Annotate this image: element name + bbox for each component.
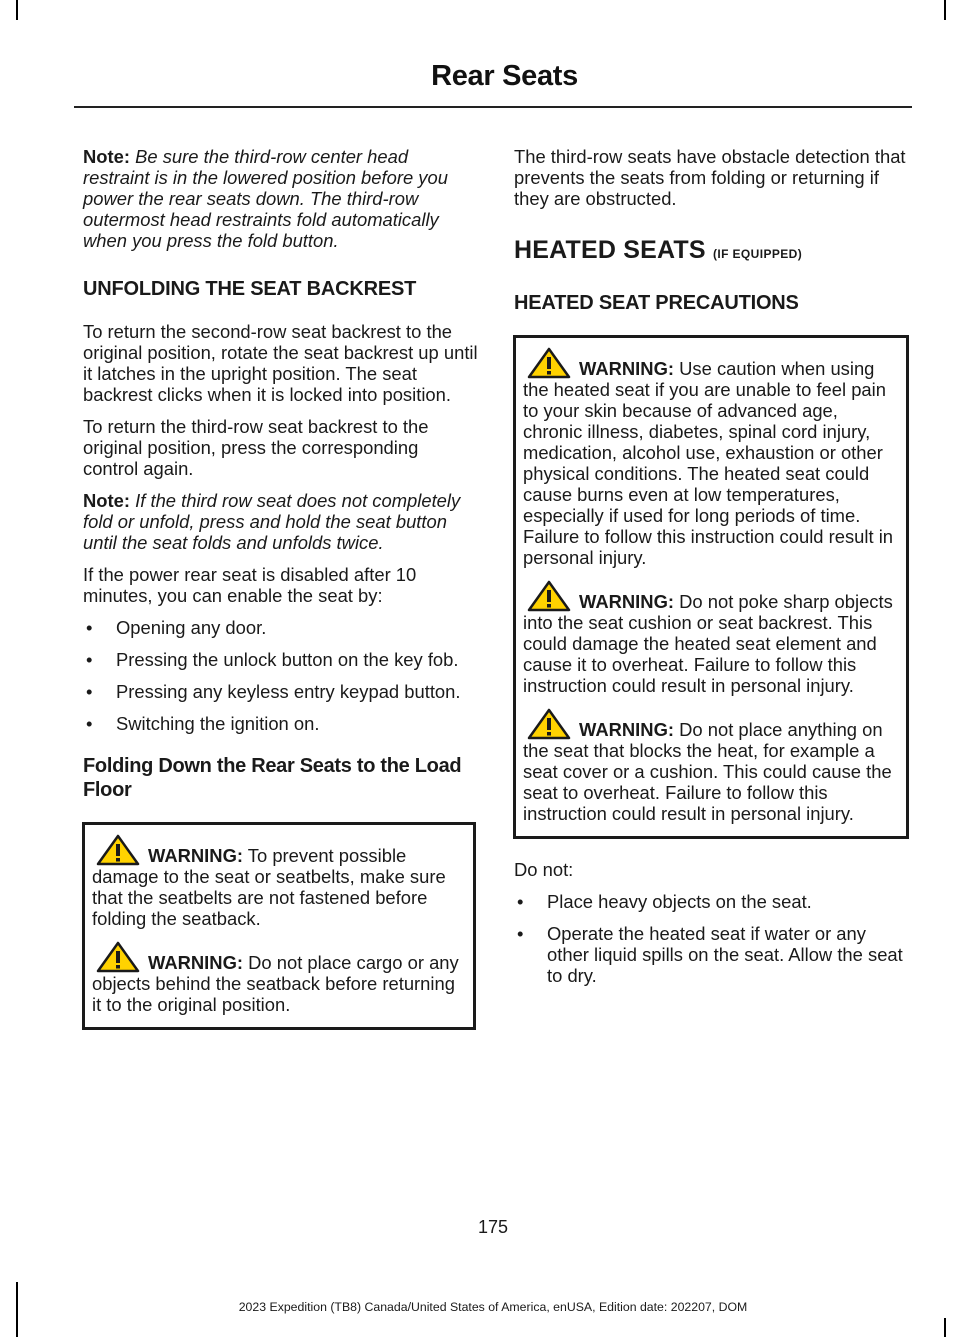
crop-mark-top-left <box>16 0 18 20</box>
warning-label: WARNING: <box>579 719 675 740</box>
warning-item <box>523 580 899 696</box>
list-item <box>514 923 909 986</box>
warning-box <box>513 335 909 839</box>
bullet-dot: • <box>517 891 524 912</box>
warning-text: Do not place anything on the seat that blocks the heat, for example a seat cover or a cushion. This could cause the seat to overheat. Failure to follow this instruction could result in personal injury. <box>523 719 892 824</box>
left-column <box>83 146 478 1050</box>
heading-heated-seats <box>514 235 909 269</box>
paragraph-power-disabled: If the power rear seat is disabled after 10 minutes, you can enable the seat by: <box>83 564 417 606</box>
paragraph-second-row: To return the second-row seat backrest to the original position, rotate the seat backrest up until it latches in the upright position. The seat backrest clicks when it is locked into position. <box>83 321 478 405</box>
note-seat-fold <box>83 146 478 251</box>
list-item-text: Operate the heated seat if water or any other liquid spills on the seat. Allow the seat to dry. <box>547 923 903 986</box>
warning-text: Do not poke sharp objects into the seat cushion or seat backrest. This could damage the heated seat element and cause it to overheat. Failure to follow this instruction could result in personal injury. <box>523 591 893 696</box>
warning-triangle-icon <box>527 708 571 740</box>
warning-item <box>92 941 466 1015</box>
warning-label: WARNING: <box>148 952 244 973</box>
bullet-dot: • <box>86 681 93 702</box>
page-header-title: Rear Seats <box>431 60 578 92</box>
heading-heated-seats-text: HEATED SEATS <box>514 236 706 264</box>
right-column <box>514 146 909 997</box>
bullet-dot: • <box>86 617 93 638</box>
bullet-dot: • <box>517 923 524 944</box>
note-label: Note: <box>83 490 130 511</box>
note-text: If the third row seat does not completely fold or unfold, press and hold the seat button until the seat folds and unfolds twice. <box>83 490 461 553</box>
heading-unfolding-backrest: UNFOLDING THE SEAT BACKREST <box>83 278 417 300</box>
list-item-text: Switching the ignition on. <box>116 713 320 734</box>
warning-item <box>523 708 899 824</box>
warning-item <box>92 834 466 929</box>
paragraph-third-row: To return the third-row seat backrest to the original position, press the corresponding control again. <box>83 416 429 479</box>
note-third-row <box>83 490 478 553</box>
note-label: Note: <box>83 146 130 167</box>
list-item <box>83 713 478 734</box>
do-not-list <box>514 891 909 986</box>
heading-heated-seat-precautions: HEATED SEAT PRECAUTIONS <box>514 292 799 314</box>
page-number: 175 <box>477 1217 509 1237</box>
crop-mark-bottom-right <box>944 1318 946 1337</box>
warning-item <box>523 347 899 568</box>
warning-label: WARNING: <box>148 845 244 866</box>
enable-seat-list <box>83 617 478 734</box>
list-item <box>514 891 909 912</box>
list-item <box>83 617 478 638</box>
warning-label: WARNING: <box>579 358 675 379</box>
heading-folding-rear-seats: Folding Down the Rear Seats to the Load Floor <box>83 755 462 801</box>
header-divider <box>74 106 912 108</box>
note-text: Be sure the third-row center head restraint is in the lowered position before you power the rear seats down. The third-row outermost head restraints fold automatically when you press the fold button. <box>83 146 448 251</box>
warning-box <box>82 822 476 1030</box>
list-item-text: Opening any door. <box>116 617 267 638</box>
heading-if-equipped: (IF EQUIPPED) <box>712 247 803 261</box>
warning-label: WARNING: <box>579 591 675 612</box>
list-item-text: Place heavy objects on the seat. <box>547 891 812 912</box>
warning-text: Do not place cargo or any objects behind the seatback before returning it to the original position. <box>92 952 459 1015</box>
list-item <box>83 649 478 670</box>
list-item-text: Pressing the unlock button on the key fob. <box>116 649 459 670</box>
paragraph-obstacle-detection: The third-row seats have obstacle detection that prevents the seats from folding or returning if they are obstructed. <box>514 146 906 209</box>
warning-triangle-icon <box>96 834 140 866</box>
list-item <box>83 681 478 702</box>
warning-text: Use caution when using the heated seat if you are unable to feel pain to your skin because of advanced age, chronic illness, diabetes, spinal cord injury, medication, alcohol use, exhaustion or other physical conditions. The heated seat could cause burns even at low temperatures, especially if used for long periods of time. Failure to follow this instruction could result in personal injury. <box>523 358 894 568</box>
list-item-text: Pressing any keyless entry keypad button. <box>116 681 461 702</box>
footer-edition-info: 2023 Expedition (TB8) Canada/United States of America, enUSA, Edition date: 202207, DOM <box>238 1300 748 1314</box>
warning-text: To prevent possible damage to the seat or seatbelts, make sure that the seatbelts are not fastened before folding the seatback. <box>92 845 446 929</box>
bullet-dot: • <box>86 649 93 670</box>
bullet-dot: • <box>86 713 93 734</box>
warning-triangle-icon <box>96 941 140 973</box>
warning-triangle-icon <box>527 580 571 612</box>
paragraph-do-not: Do not: <box>514 859 574 880</box>
crop-mark-top-right <box>944 0 946 20</box>
warning-triangle-icon <box>527 347 571 379</box>
